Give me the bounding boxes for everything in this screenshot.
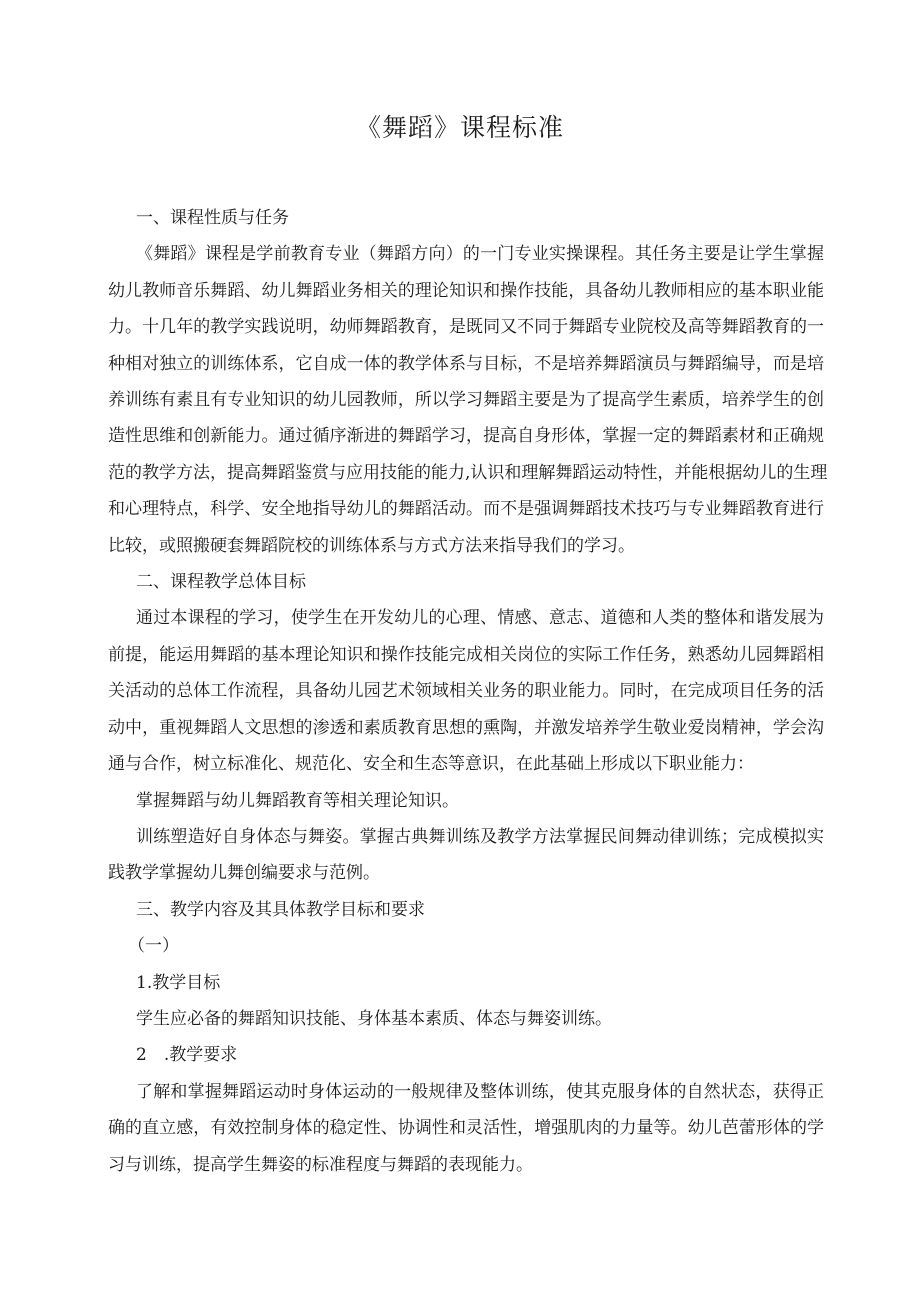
document-title: 《舞蹈》课程标准 [355,113,564,142]
paragraph-line: 比较，或照搬硬套舞蹈院校的训练体系与方式方法来指导我们的学习。 [108,535,635,556]
paragraph-line: 习与训练，提高学生舞姿的标准程度与舞蹈的表现能力。 [108,1154,533,1175]
paragraph-line: 《舞蹈》课程是学前教育专业（舞蹈方向）的一门专业实操课程。其任务主要是让学生掌握 [136,244,824,265]
goal-heading: 1.教学目标 [136,972,221,993]
paragraph-line: 通过本课程的学习，使学生在开发幼儿的心理、情感、意志、道德和人类的整体和谐发展为 [136,608,824,629]
paragraph-line: 范的教学方法，提高舞蹈鉴赏与应用技能的能力,认识和理解舞蹈运动特性，并能根据幼儿的生理 [108,462,828,483]
paragraph-line: 通与合作，树立标准化、规范化、安全和生态等意识，在此基础上形成以下职业能力： [108,754,754,775]
paragraph-line: 造性思维和创新能力。通过循序渐进的舞蹈学习，提高自身形体，掌握一定的舞蹈素材和正确规 [108,426,824,447]
document-body [108,200,828,1183]
paragraph-line: 和心理特点，科学、安全地指导幼儿的舞蹈活动。而不是强调舞蹈技术技巧与专业舞蹈教育进行 [108,499,824,520]
paragraph-line: 种相对独立的训练体系，它自成一体的教学体系与目标，不是培养舞蹈演员与舞蹈编导，而是培 [108,353,824,374]
section-heading: 一、课程性质与任务 [136,208,289,228]
paragraph-line: 力。十几年的教学实践说明，幼师舞蹈教育，是既同又不同于舞蹈专业院校及高等舞蹈教育的一 [108,317,824,338]
subsection-label: （一） [128,936,179,957]
paragraph-line: 养训练有素且有专业知识的幼儿园教师，所以学习舞蹈主要是为了提高学生素质，培养学生的创 [108,390,824,411]
paragraph-line: 关活动的总体工作流程，具备幼儿园艺术领域相关业务的职业能力。同时，在完成项目任务的活 [108,681,824,702]
paragraph-line: 动中，重视舞蹈人文思想的渗透和素质教育思想的熏陶，并激发培养学生敬业爱岗精神，学会沟 [108,717,824,738]
ability-item: 践教学掌握幼儿舞创编要求与范例。 [108,863,380,884]
paragraph-line: 幼儿教师音乐舞蹈、幼儿舞蹈业务相关的理论知识和操作技能，具备幼儿教师相应的基本职业能 [108,280,824,301]
ability-item: 训练塑造好自身体态与舞姿。掌握古典舞训练及教学方法掌握民间舞动律训练；完成模拟实 [136,826,824,847]
section-heading: 三、教学内容及其具体教学目标和要求 [136,899,425,920]
paragraph-line: 前提，能运用舞蹈的基本理论知识和操作技能完成相关岗位的实际工作任务，熟悉幼儿园舞蹈相 [108,644,824,665]
section-heading: 二、课程教学总体目标 [136,572,306,593]
paragraph-line: 了解和掌握舞蹈运动时身体运动的一般规律及整体训练，使其克服身体的自然状态，获得正 [136,1081,824,1102]
requirement-heading: 2 .教学要求 [136,1045,238,1066]
goal-text: 学生应必备的舞蹈知识技能、身体基本素质、体态与舞姿训练。 [136,1008,612,1029]
ability-item: 掌握舞蹈与幼儿舞蹈教育等相关理论知识。 [136,790,459,811]
paragraph-line: 确的直立感，有效控制身体的稳定性、协调性和灵活性，增强肌肉的力量等。幼儿芭蕾形体的学 [108,1118,824,1139]
